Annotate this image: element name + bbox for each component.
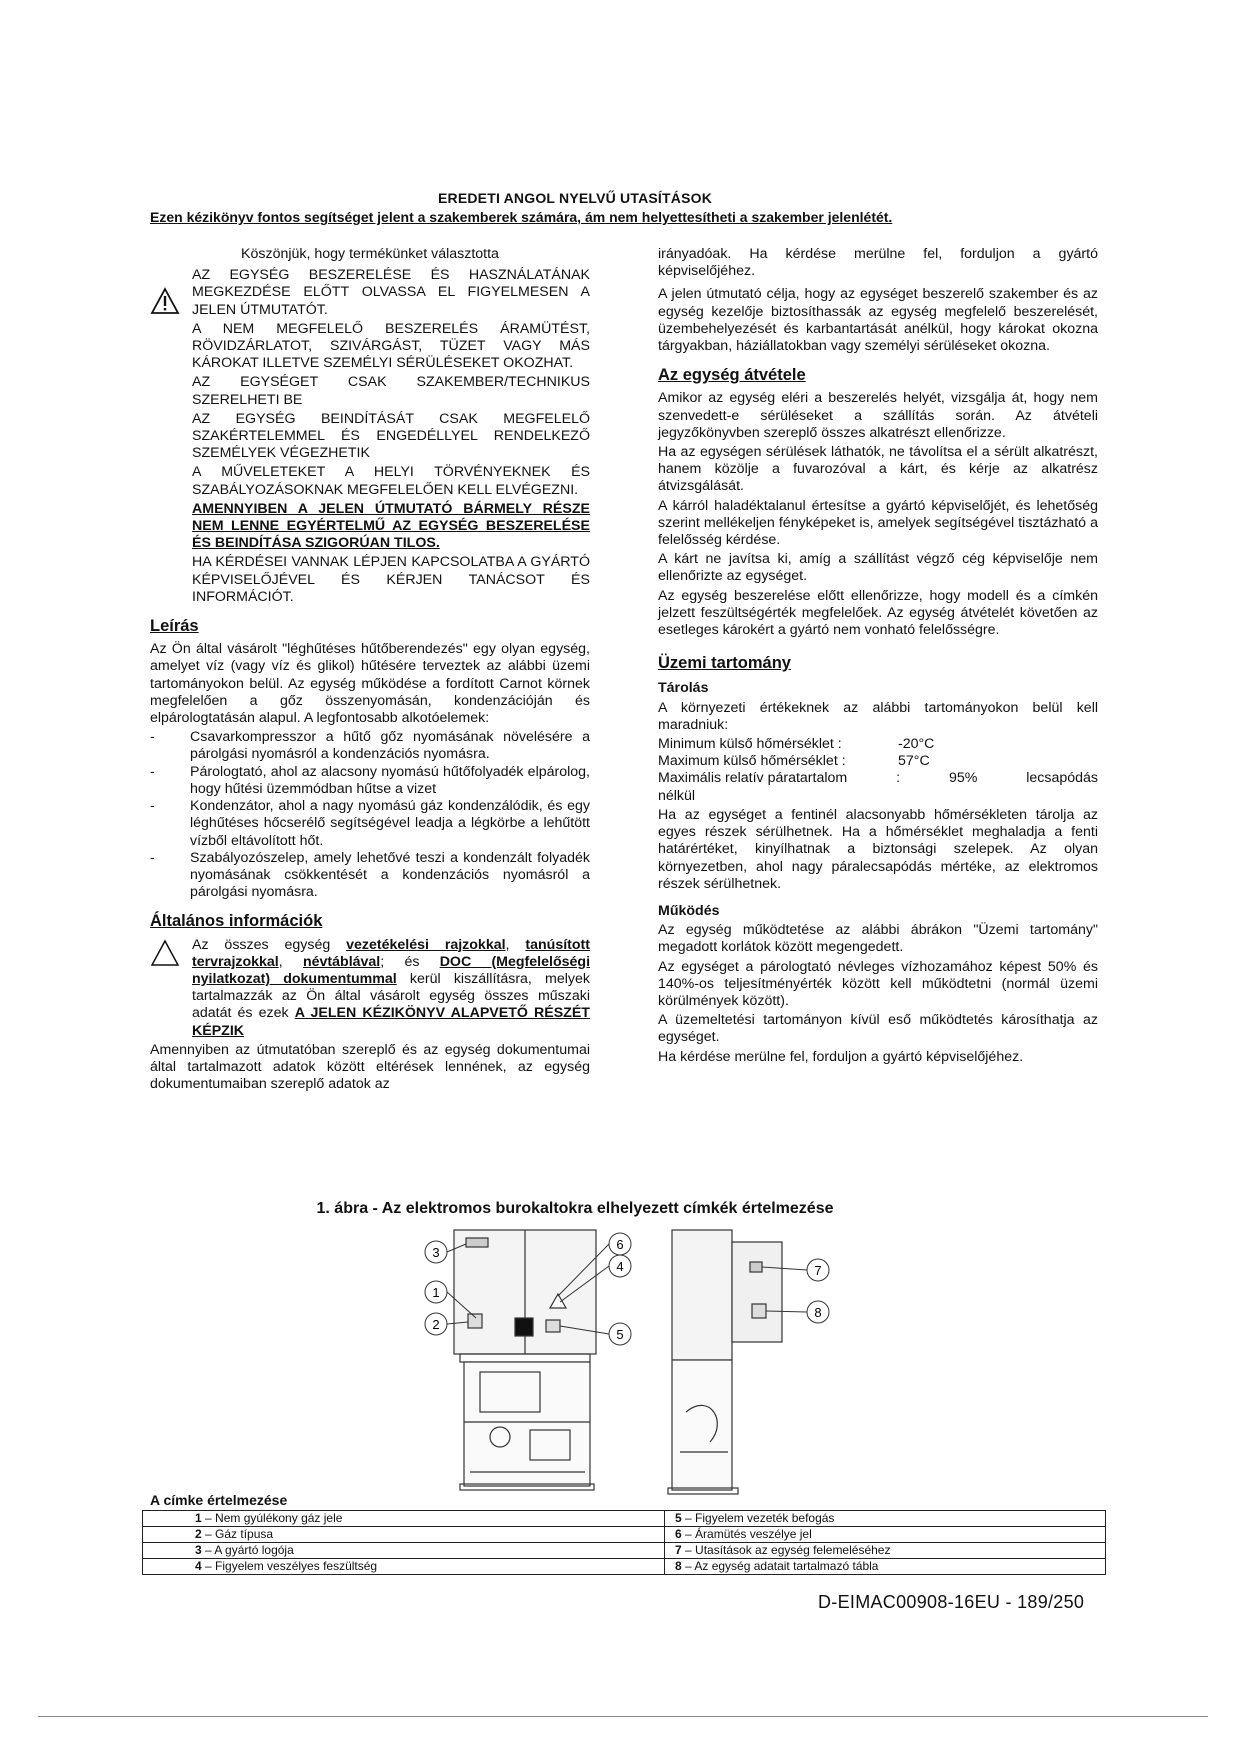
info-text: ; és [380, 953, 440, 970]
legend-title: A címke értelmezése [150, 1492, 288, 1508]
info-text: Az összes egység [192, 936, 347, 953]
list-item: - Kondenzátor, ahol a nagy nyomású gáz kondenzálódik, és egy léghűtéses hőcserélő segítségével leadja a légkörbe a lehűtött vízből eltávolított hőt. [150, 798, 590, 850]
section-heading-atvetel: Az egység átvétele [658, 366, 806, 385]
list-item: - Párologtató, ahol az alacsony nyomású hűtőfolyadék elpárolog, hogy hűtési üzemmódban hűtse a vizet [150, 764, 590, 798]
info-after-paragraph: Amennyiben az útmutatóban szereplő és az egység dokumentumai által tartalmazott adatok között eltérések lennének, az egység dokumentumaiban szereplő adatok az [150, 1041, 590, 1093]
svg-text:4: 4 [616, 1259, 624, 1274]
document-code-page-number: D-EIMAC00908-16EU - 189/250 [818, 1592, 1085, 1612]
info-text: , [505, 936, 526, 953]
legend-text: – Gáz típusa [201, 1527, 274, 1541]
table-row [143, 1543, 1106, 1559]
list-item: - Szabályozószelep, amely lehetővé teszi a kondenzált folyadék nyomásának csökkentését a kondenzációs nyomásról a párolgási nyomásra. [150, 850, 590, 902]
legend-number: 7 [675, 1543, 682, 1557]
legend-cell [665, 1511, 1106, 1527]
certified-drawings-link: tanúsított tervrajzokkal [192, 936, 590, 970]
legend-number: 4 [195, 1559, 202, 1573]
legend-cell [665, 1527, 1106, 1543]
warning-line: HA KÉRDÉSEI VANNAK LÉPJEN KAPCSOLATBA A GYÁRTÓ KÉPVISELŐJÉVEL ÉS KÉRJEN TANÁCSOT ÉS INFORMÁCIÓT. [192, 554, 590, 605]
warning-triangle-icon [150, 287, 180, 315]
humidity-tail: nélkül [658, 787, 696, 804]
legend-cell [665, 1543, 1106, 1559]
svg-text:5: 5 [616, 1327, 624, 1342]
document-title: EREDETI ANGOL NYELVŰ UTASÍTÁSOK [437, 190, 713, 206]
min-temp-value: -20°C [898, 736, 935, 753]
warning-bold-line: AMENNYIBEN A JELEN ÚTMUTATÓ BÁRMELY RÉSZE NEM LENNE EGYÉRTELMŰ AZ EGYSÉG BESZERELÉSE ÉS BEINDÍTÁSA SZIGORÚAN TILOS. [192, 500, 590, 552]
svg-text:3: 3 [432, 1245, 440, 1260]
legend-text: – Nem gyúlékony gáz jele [201, 1511, 343, 1525]
atvetel-line: A kárról haladéktalanul értesítse a gyártó képviselőjét, és lehetőség szerint mellékeljen fényképeket is, amelyek segítségével tisztázható a felelősség kérdése. [658, 497, 1098, 549]
warning-triangle-outline-icon [150, 939, 180, 967]
section-heading-altalanos: Általános információk [150, 912, 323, 931]
leiras-paragraph: Az Ön által vásárolt "léghűtéses hűtőberendezés" egy olyan egység, amelyet víz (vagy víz és glikol) hűtésére terveztek az alábbi üzemi tartományokon belül. Az egység működése a fordított Carnot körnek megfelelően a gőz összenyomásán, kondenzációján és elpárologtatásán alapul. A legfontosabb alkotóelemek: [150, 641, 590, 727]
mukodes-line: A üzemeltetési tartományon kívül eső működtetés károsíthatja az egységet. [658, 1012, 1098, 1046]
legend-text: – Figyelem vezeték befogás [681, 1511, 835, 1525]
svg-text:8: 8 [814, 1305, 822, 1320]
legend-number: 3 [195, 1543, 202, 1557]
legend-number: 1 [195, 1511, 202, 1525]
doc-link: DOC (Megfelelőségi nyilatkozat) dokumentummal [192, 953, 591, 987]
legend-number: 5 [675, 1511, 682, 1525]
table-row [143, 1511, 1106, 1527]
max-temp-row [658, 753, 1098, 770]
min-temp-row [658, 736, 1098, 753]
legend-text: – Áramütés veszélye jel [681, 1527, 812, 1541]
legend-cell [665, 1559, 1106, 1575]
atvetel-line: Az egység beszerelése előtt ellenőrizze, hogy modell és a címkén jelzett feszültségérték megfelelőek. Az egység átvételét követően az esetleges károkért a gyártó nem vonható felelősségre. [658, 587, 1098, 639]
humidity-colon: : [896, 770, 901, 787]
legend-text: – Figyelem veszélyes feszültség [201, 1559, 378, 1573]
svg-text:6: 6 [616, 1237, 624, 1252]
front-view-unit [454, 1230, 596, 1490]
legend-cell [143, 1527, 665, 1543]
right-paragraph: irányadóak. Ha kérdése merülne fel, forduljon a gyártó képviselőjéhez. [658, 246, 1098, 280]
mukodes-line: Az egység működtetése az alábbi ábrákon "Üzemi tartomány" megadott korlátok között megengedett. [658, 922, 1098, 956]
legend-cell [143, 1543, 665, 1559]
wiring-diagrams-link: vezetékelési rajzokkal [346, 936, 506, 953]
humidity-row [658, 770, 1098, 787]
document-subtitle: Ezen kézikönyv fontos segítséget jelent a szakemberek számára, ám nem helyettesítheti a szakember jelenlétét. [150, 209, 893, 225]
humidity-label: Maximális relatív páratartalom [658, 770, 848, 787]
atvetel-line: Ha az egységen sérülések láthatók, ne távolítsa el a sérült alkatrészt, hanem közölje a fuvarozóval a kárt, és kérje az alkatrész átvizsgálását. [658, 444, 1098, 495]
legend-cell [143, 1559, 665, 1575]
left-column [150, 246, 590, 1095]
humidity-value: 95% [948, 770, 978, 787]
nameplate-link: névtáblával [302, 953, 381, 970]
section-heading-uzemi: Üzemi tartomány [658, 654, 791, 673]
atvetel-line: Amikor az egység eléri a beszerelés helyét, vizsgálja át, hogy nem szenvedett-e sérüléseket a szállítás során. Az átvételi jegyzőkönyvben szereplő összes alkatrészt ellenőrizze. [658, 390, 1098, 441]
legend-text: – Az egység adatait tartalmazó tábla [681, 1559, 879, 1573]
legend-number: 6 [675, 1527, 682, 1541]
warning-line: A MŰVELETEKET A HELYI TÖRVÉNYEKNEK ÉS SZABÁLYOZÁSOKNAK MEGFELELŐEN KELL ELVÉGEZNI. [192, 464, 590, 498]
tarolas-intro: A környezeti értékeknek az alábbi tartományokon belül kell maradniuk: [658, 699, 1098, 733]
unit-label-diagram [410, 1222, 840, 1504]
humidity-condensation: lecsapódás [1026, 770, 1098, 787]
warning-line: AZ EGYSÉG BESZERELÉSE ÉS HASZNÁLATÁNAK MEGKEZDÉSE ELŐTT OLVASSA EL FIGYELMESEN A JELEN ÚTMUTATÓT. [192, 267, 590, 318]
figure-title: 1. ábra - Az elektromos burokaltokra elhelyezett címkék értelmezése [316, 1200, 834, 1217]
info-paragraph [192, 937, 590, 1040]
svg-text:1: 1 [432, 1285, 440, 1300]
bottom-divider [38, 1716, 1208, 1717]
right-column [658, 246, 1098, 1068]
component-list [150, 729, 590, 901]
section-heading-leiras: Leírás [150, 617, 199, 636]
warning-line: AZ EGYSÉGET CSAK SZAKEMBER/TECHNIKUS SZERELHETI BE [192, 374, 590, 408]
info-text: , [278, 953, 303, 970]
label-legend-table [142, 1510, 1106, 1575]
min-temp-label: Minimum külső hőmérséklet : [658, 736, 842, 753]
legend-cell [143, 1511, 665, 1527]
info-warning-block [150, 937, 590, 1040]
thanks-line: Köszönjük, hogy termékünket választotta [241, 246, 499, 262]
side-view-unit [668, 1230, 782, 1494]
manual-essential-part-text: A JELEN KÉZIKÖNYV ALAPVETŐ RÉSZÉT KÉPZIK [192, 1005, 590, 1039]
svg-text:2: 2 [432, 1317, 440, 1332]
svg-text:7: 7 [814, 1263, 822, 1278]
atvetel-line: A kárt ne javítsa ki, amíg a szállítást végző cég képviselője nem ellenőrizte az egységet. [658, 551, 1098, 585]
info-text: kerül kiszállításra, melyek tartalmazzák az Ön által vásárolt egység összes műszaki adatát és ezek [192, 970, 590, 1022]
mukodes-line: Az egységet a párologtató névleges vízhozamához képest 50% és 140%-os teljesítményérték között kell működtetni (normál üzemi körülmények között). [658, 958, 1098, 1009]
legend-text: – A gyártó logója [201, 1543, 294, 1557]
right-paragraph: A jelen útmutató célja, hogy az egységet beszerelő szakember és az egység kezelője biztosíthassák az egység megfelelő beszerelését, üzembehelyezését és karbantartását anélkül, hogy károkat okozna tárgyakban, háziállatokban vagy személyi sérüléseket okozna. [658, 286, 1098, 355]
max-temp-value: 57°C [898, 753, 930, 770]
legend-text: – Utasítások az egység felemeléséhez [681, 1543, 891, 1557]
table-row [143, 1559, 1106, 1575]
legend-number: 8 [675, 1559, 682, 1573]
subheading-tarolas: Tárolás [658, 680, 709, 697]
safety-warning-block [150, 267, 590, 606]
mukodes-line: Ha kérdése merülne fel, forduljon a gyártó képviselőjéhez. [658, 1048, 1024, 1065]
warning-line: AZ EGYSÉG BEINDÍTÁSÁT CSAK MEGFELELŐ SZAKÉRTELEMMEL ÉS ENGEDÉLLYEL RENDELKEZŐ SZEMÉLYEK VÉGEZHETIK [192, 410, 590, 462]
table-row [143, 1527, 1106, 1543]
subheading-mukodes: Működés [658, 902, 720, 919]
max-temp-label: Maximum külső hőmérséklet : [658, 753, 846, 770]
warning-line: A NEM MEGFELELŐ BESZERELÉS ÁRAMÜTÉST, RÖVIDZÁRLATOT, SZIVÁRGÁST, TÜZET VAGY MÁS KÁROKAT ILLETVE SZEMÉLYI SÉRÜLÉSEKET OKOZHAT. [192, 320, 590, 372]
tarolas-text: Ha az egységet a fentinél alacsonyabb hőmérsékleten tárolja az egyes részek sérülhetnek. Ha a hőmérséklet meghaladja a fenti határértéket, kinyílhatnak a biztonsági szelepek. Az olyan környezetben, ahol nagy páralecsapódás mértéke, az elektromos részek sérülhetnek. [658, 806, 1098, 892]
legend-number: 2 [195, 1527, 202, 1541]
list-item: - Csavarkompresszor a hűtő gőz nyomásának növelésére a párolgási nyomásról a kondenzációs nyomásra. [150, 729, 590, 763]
